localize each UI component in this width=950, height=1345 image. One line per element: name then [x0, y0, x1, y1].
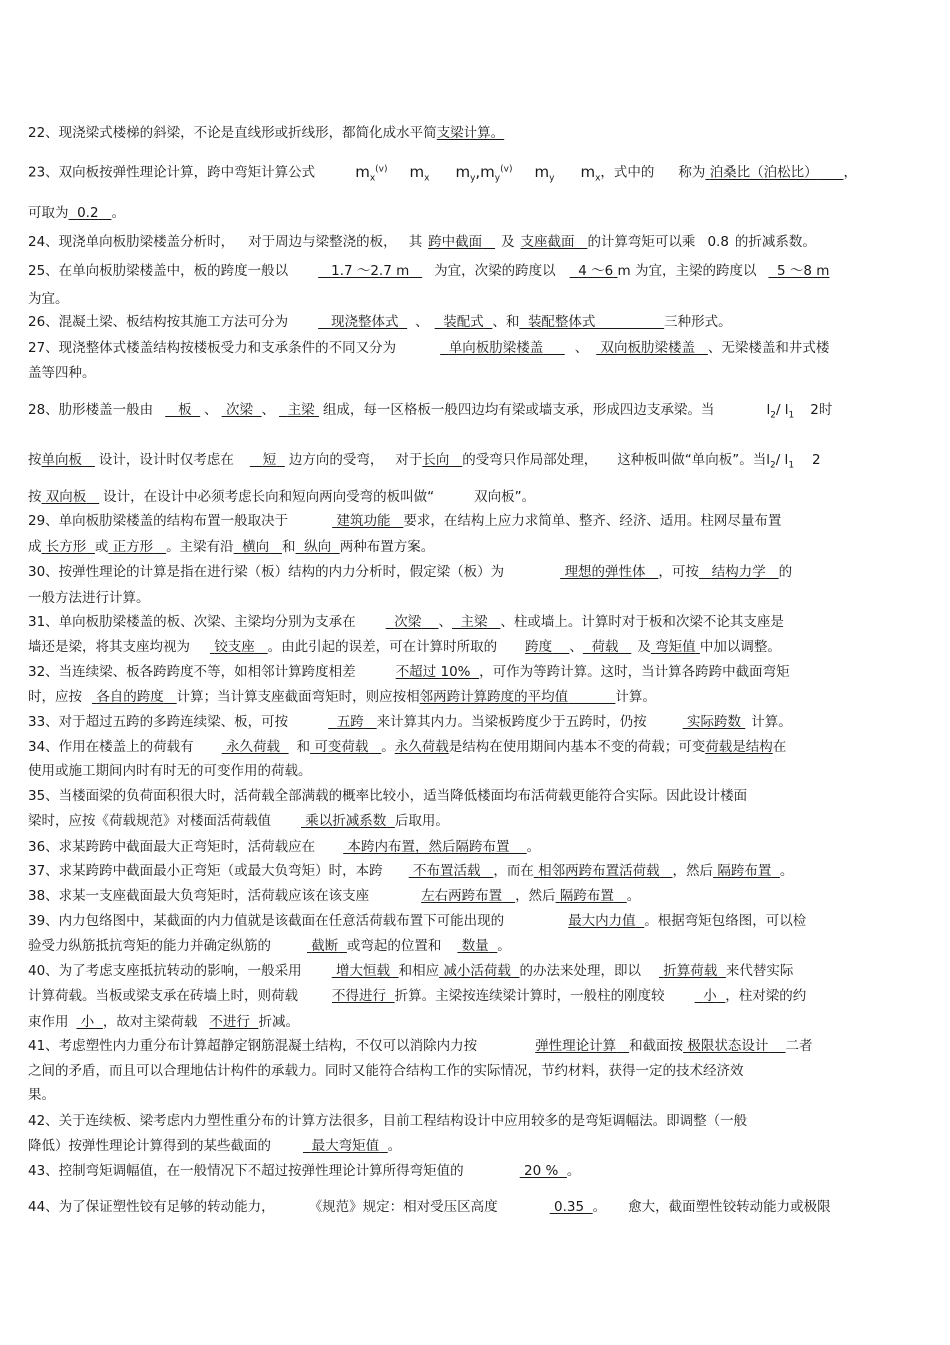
- question-28-cont1: 按单向板 设计，设计时仅考虑在 短 边方向的受弯， 对于长向 的受弯只作局部处理， 这种板叫做“单向板”。当$l_2/$ $l_1$ 2: [28, 452, 821, 471]
- question-43: 43、控制弯矩调幅值，在一般情况下不超过按弹性理论计算所得弯矩值的 20 % 。: [28, 1163, 581, 1179]
- question-34-cont: 使用或施工期间内时有时无的可变作用的荷载。: [28, 763, 312, 779]
- question-31-cont: 墙还是梁，将其支座均视为 铰支座 。由此引起的误差，可在计算时所取的 跨度 、 荷载 及 弯矩值 中加以调整。: [28, 639, 781, 655]
- question-27: 27、现浇整体式楼盖结构按楼板受力和支承条件的不同又分为 单向板肋梁楼盖 、 双向板肋梁楼盖 、无梁楼盖和井式楼: [28, 340, 830, 356]
- question-25: 25、在单向板肋梁楼盖中，板的跨度一般以 1.7 ～2.7 m 为宜，次梁的跨度以 4 ～6 m 为宜，主梁的跨度以 5 ～8 m: [28, 263, 830, 279]
- question-41-cont2: 果。: [28, 1087, 55, 1103]
- question-31: 31、单向板肋梁楼盖的板、次梁、主梁均分别为支承在 次梁 、 主梁 、柱或墙上。计算时对于板和次梁不论其支座是: [28, 614, 784, 630]
- question-34: 34、作用在楼盖上的荷载有 永久荷载 和 可变荷载 。永久荷载是结构在使用期间内基本不变的荷载；可变荷载是结构在: [28, 739, 787, 755]
- question-25-cont: 为宜。: [28, 291, 69, 307]
- question-33: 33、对于超过五跨的多跨连续梁、板，可按 五跨 来计算其内力。当梁板跨度少于五跨时，仍按 实际跨数 计算。: [28, 714, 792, 730]
- question-40-cont2: 束作用 小 ，故对主梁荷载 不进行 折减。: [28, 1014, 299, 1030]
- formula: $m_x^{(v)}$ $m_x$ $m_y,m_y^{(v)}$ $m_y$ $m_x$: [355, 162, 601, 184]
- question-22: 22、现浇梁式楼梯的斜梁，不论是直线形或折线形，都简化成水平简支梁计算。: [28, 125, 505, 141]
- question-30: 30、按弹性理论的计算是指在进行梁（板）结构的内力分析时，假定梁（板）为 理想的弹性体 ，可按 结构力学 的: [28, 564, 793, 580]
- question-23: 23、双向板按弹性理论计算，跨中弯矩计算公式 $m_x^{(v)}$ $m_x$ $m_y,m_y^{(v)}$ $m_y$ $m_x$，式中的 称为 泊桑比（泊松比） ，: [28, 162, 857, 184]
- question-36: 36、求某跨跨中截面最大正弯矩时，活荷载应在 本跨内布置，然后隔跨布置 。: [28, 839, 541, 855]
- question-29: 29、单向板肋梁楼盖的结构布置一般取决于 建筑功能 要求，在结构上应力求简单、整齐、经济、适用。柱网尽量布置: [28, 513, 782, 529]
- question-32-cont: 时，应按 各自的跨度 计算；当计算支座截面弯矩时，则应按相邻两跨计算跨度的平均值 计算。: [28, 689, 656, 705]
- question-23-cont: 可取为 0.2 。: [28, 205, 125, 221]
- question-41-cont1: 之间的矛盾，而且可以合理地估计构件的承载力。同时又能符合结构工作的实际情况，节约材料，获得一定的技术经济效: [28, 1063, 744, 1079]
- question-42-cont: 降低）按弹性理论计算得到的某些截面的 最大弯矩值 。: [28, 1138, 402, 1154]
- question-40-cont1: 计算荷载。当板或梁支承在砖墙上时，则荷载 不得进行 折算。主梁按连续梁计算时，一般柱的刚度较 小 ，柱对梁的约: [28, 988, 807, 1004]
- question-24: 24、现浇单向板肋梁楼盖分析时， 对于周边与梁整浇的板， 其 跨中截面 及 支座截面 的计算弯矩可以乘 0.8 的折减系数。: [28, 234, 816, 250]
- question-27-cont: 盖等四种。: [28, 365, 96, 381]
- question-35: 35、当楼面梁的负荷面积很大时，活荷载全部满载的概率比较小，适当降低楼面均布活荷载更能符合实际。因此设计楼面: [28, 788, 748, 804]
- question-29-cont: 成 长方形 或 正方形 。主梁有沿 横向 和 纵向 两种布置方案。: [28, 539, 435, 555]
- question-44: 44、为了保证塑性铰有足够的转动能力， 《规范》规定：相对受压区高度 0.35 。 愈大，截面塑性铰转动能力或极限: [28, 1199, 831, 1215]
- question-26: 26、混凝土梁、板结构按其施工方法可分为 现浇整体式 、 装配式 、和 装配整体式 三种形式。: [28, 314, 732, 330]
- question-38: 38、求某一支座截面最大负弯矩时，活荷载应该在该支座 左右两跨布置 ，然后 隔跨布置 。: [28, 888, 641, 904]
- question-35-cont: 梁时，应按《荷载规范》对楼面活荷载值 乘以折减系数 后取用。: [28, 813, 449, 829]
- question-40: 40、为了考虑支座抵抗转动的影响，一般采用 增大恒载 和相应 减小活荷载 的办法来处理，即以 折算荷载 来代替实际: [28, 963, 794, 979]
- question-30-cont: 一般方法进行计算。: [28, 590, 150, 606]
- question-39-cont: 验受力纵筋抵抗弯矩的能力并确定纵筋的 截断 或弯起的位置和 数量 。: [28, 938, 511, 954]
- question-37: 37、求某跨跨中截面最小正弯矩（或最大负弯矩）时，本跨 不布置活载 ，而在 相邻两跨布置活荷载 ，然后 隔跨布置 。: [28, 863, 794, 879]
- question-39: 39、内力包络图中，某截面的内力值就是该截面在任意活荷载布置下可能出现的 最大内力值 。根据弯矩包络图，可以检: [28, 913, 807, 929]
- question-32: 32、当连续梁、板各跨跨度不等，如相邻计算跨度相差 不超过 10% ，可作为等跨计算。这时，当计算各跨跨中截面弯矩: [28, 664, 790, 680]
- question-42: 42、关于连续板、梁考虑内力塑性重分布的计算方法很多，目前工程结构设计中应用较多的是弯矩调幅法。即调整（一般: [28, 1113, 748, 1129]
- question-28-cont2: 按 双向板 设计，在设计中必须考虑长向和短向两向受弯的板叫做“ 双向板”。: [28, 489, 536, 505]
- question-28: 28、肋形楼盖一般由 板 、 次梁 、 主梁 组成，每一区格板一般四边均有梁或墙支承，形成四边支承梁。当 $l_2/$ $l_1$ 2时: [28, 402, 833, 421]
- question-41: 41、考虑塑性内力重分布计算超静定钢筋混凝土结构，不仅可以消除内力按 弹性理论计算 和截面按 极限状态设计 二者: [28, 1038, 813, 1054]
